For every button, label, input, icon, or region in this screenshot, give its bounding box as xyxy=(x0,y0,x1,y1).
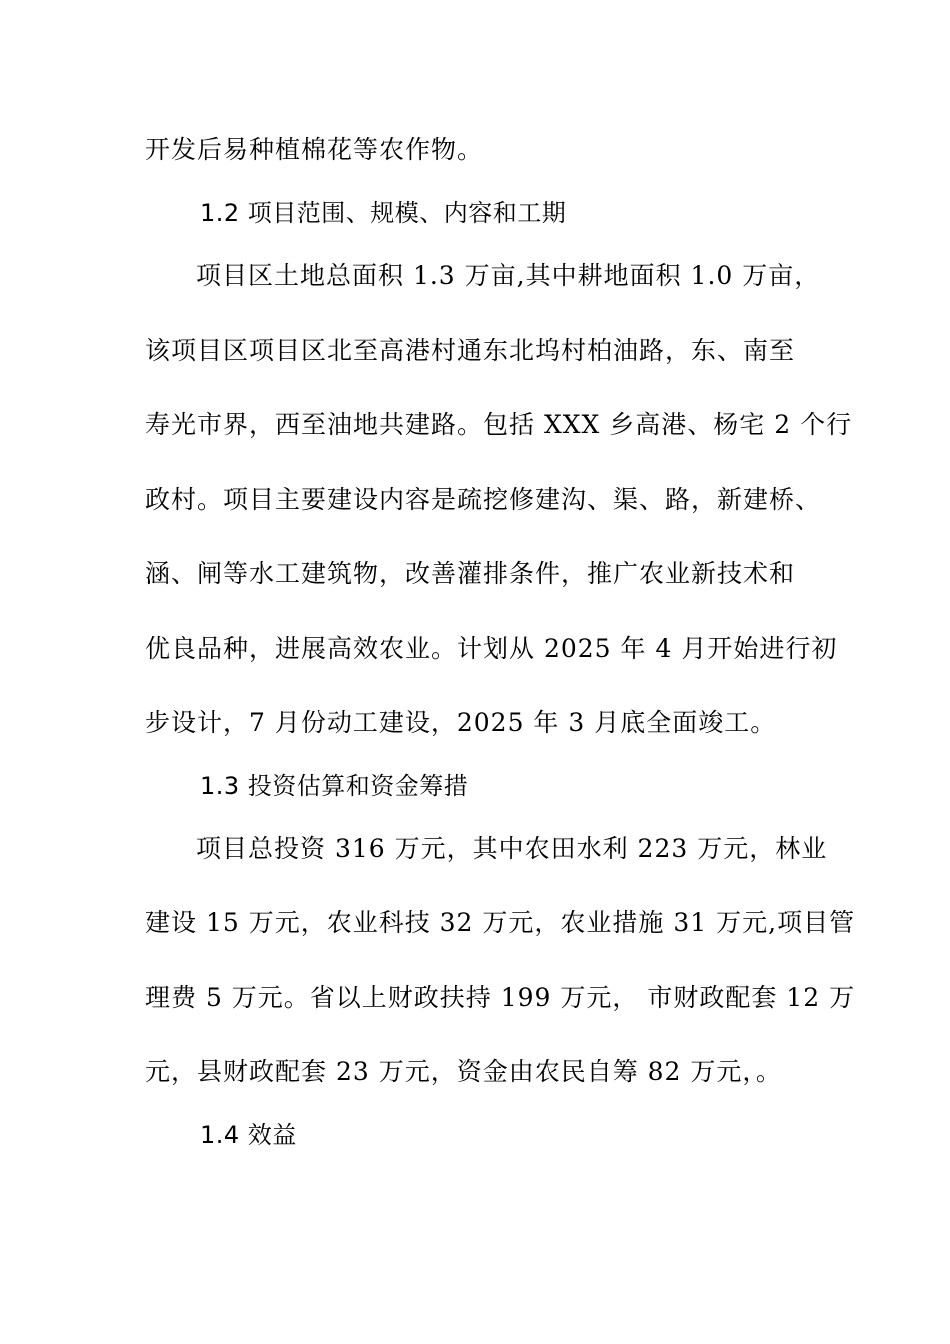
paragraph-line: 项目总投资 316 万元，其中农田水利 223 万元，林业 xyxy=(196,834,828,863)
paragraph-line: 理费 5 万元。省以上财政扶持 199 万元， 市财政配套 12 万 xyxy=(145,983,856,1012)
section-heading-1-2: 1.2 项目范围、规模、内容和工期 xyxy=(200,199,567,227)
paragraph-line: 建设 15 万元，农业科技 32 万元，农业措施 31 万元,项目管 xyxy=(145,908,856,937)
section-heading-1-4: 1.4 效益 xyxy=(200,1121,297,1149)
paragraph-line: 该项目区项目区北至高港村通东北坞村柏油路，东、南至 xyxy=(145,336,796,365)
section-heading-1-3: 1.3 投资估算和资金筹措 xyxy=(200,772,469,800)
paragraph-line: 步设计，7 月份动工建设，2025 年 3 月底全面竣工。 xyxy=(145,708,777,737)
paragraph-line: 寿光市界，西至油地共建路。包括 XXX 乡高港、杨宅 2 个行 xyxy=(145,410,853,439)
paragraph-line: 优良品种，进展高效农业。计划从 2025 年 4 月开始进行初 xyxy=(145,634,838,663)
paragraph-line: 开发后易种植棉花等农作物。 xyxy=(145,135,484,164)
paragraph-line: 项目区土地总面积 1.3 万亩,其中耕地面积 1.0 万亩， xyxy=(196,261,821,290)
paragraph-line: 涵、闸等水工建筑物，改善灌排条件，推广农业新技术和 xyxy=(145,559,796,588)
paragraph-line: 政村。项目主要建设内容是疏挖修建沟、渠、路，新建桥、 xyxy=(145,485,822,514)
paragraph-line: 元，县财政配套 23 万元，资金由农民自筹 82 万元，。 xyxy=(145,1057,782,1086)
